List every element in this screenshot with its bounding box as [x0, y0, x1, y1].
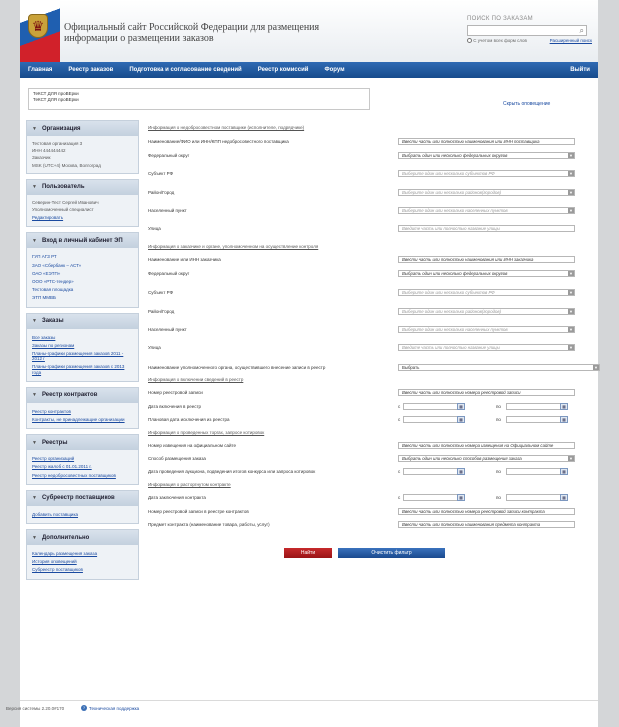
- form-row: [148, 345, 588, 353]
- customer-district-select[interactable]: [398, 308, 575, 315]
- field-label: Субъект РФ: [148, 290, 173, 295]
- clear-filter-button[interactable]: Очистить фильтр: [338, 548, 445, 558]
- to-label: по: [496, 404, 501, 409]
- calendar-icon[interactable]: ▦: [560, 494, 568, 501]
- form-row: [148, 271, 588, 279]
- org-role: Заказчик: [32, 155, 51, 161]
- field-label: Населенный пункт: [148, 208, 187, 213]
- chevron-down-icon[interactable]: ▼: [569, 208, 573, 213]
- orders-link[interactable]: Планы-графики размещения заказов с 2013 года: [32, 364, 125, 375]
- form-row: [148, 139, 588, 147]
- form-row: [148, 417, 588, 425]
- sidebar-organization: [26, 120, 139, 174]
- sidebar-header[interactable]: [27, 530, 138, 545]
- sidebar-subregistry: [26, 490, 139, 524]
- search-icon[interactable]: ⌕: [579, 26, 584, 35]
- field-label: Федеральный округ: [148, 271, 190, 276]
- calendar-icon[interactable]: ▦: [560, 403, 568, 410]
- logout-button[interactable]: Выйти: [570, 67, 590, 73]
- registers-link[interactable]: Реестр организаций: [32, 456, 75, 462]
- form-row: [148, 290, 588, 298]
- to-label: по: [496, 469, 501, 474]
- customer-locality-select[interactable]: [398, 326, 575, 333]
- federal-district-select[interactable]: [398, 152, 575, 159]
- chevron-down-icon[interactable]: ▼: [569, 271, 573, 276]
- notice-number-input[interactable]: Ввести часть или полностью номера извещения на Официальном сайте: [398, 442, 575, 449]
- field-label: Субъект РФ: [148, 171, 173, 176]
- notice-line: ТеКСТ ДЛЯ проВЕрки: [33, 97, 79, 102]
- nav-home[interactable]: Главная: [28, 67, 53, 73]
- inclusion-date-to-input[interactable]: [506, 403, 566, 410]
- chevron-down-icon: ▼: [32, 237, 37, 244]
- field-label: Район/Город: [148, 309, 175, 314]
- customer-input[interactable]: Ввести часть или полностью наименования или ИНН заказчика: [398, 256, 575, 263]
- org-name: Тестовая организация 3: [32, 141, 83, 146]
- search-options: [467, 38, 592, 43]
- street-input[interactable]: Введите часть или полностью название улицы: [398, 225, 575, 232]
- calendar-icon[interactable]: ▦: [457, 494, 465, 501]
- nav-forum[interactable]: Форум: [324, 67, 345, 73]
- sidebar-header[interactable]: [27, 435, 138, 450]
- all-word-forms-checkbox[interactable]: [467, 38, 472, 43]
- field-label: Район/Город: [148, 190, 175, 195]
- contract-registry-input[interactable]: Ввести часть или полностью номера реестровой записи контракта: [398, 508, 575, 515]
- registry-number-input[interactable]: Ввести часть или полностью номера реестровой записи: [398, 389, 575, 396]
- inclusion-date-from-input[interactable]: [403, 403, 463, 410]
- form-row: [148, 327, 588, 335]
- calendar-icon[interactable]: ▦: [457, 468, 465, 475]
- auction-date-from-input[interactable]: [403, 468, 463, 475]
- registers-link[interactable]: Реестр жалоб с 01.01.2011 г.: [32, 464, 92, 470]
- form-row: [148, 171, 588, 179]
- chevron-down-icon: ▼: [32, 318, 37, 325]
- chevron-down-icon[interactable]: ▼: [569, 290, 573, 295]
- chevron-down-icon: ▼: [32, 184, 37, 191]
- sidebar-title: Реестры: [41, 439, 68, 446]
- field-label: Номер извещения на официальном сайте: [148, 443, 236, 448]
- edit-user-link[interactable]: Редактировать: [32, 215, 64, 221]
- sidebar-cabinet: [26, 232, 139, 307]
- sidebar-user: [26, 179, 139, 228]
- sidebar: [26, 120, 139, 585]
- form-row: [148, 469, 588, 477]
- from-label: с: [398, 404, 401, 409]
- field-label: Наименование или ИНН заказчика: [148, 257, 221, 262]
- search-input[interactable]: [467, 25, 587, 36]
- form-row: [148, 257, 588, 265]
- field-label: Способ размещения заказа: [148, 456, 206, 461]
- chevron-down-icon: ▼: [32, 534, 37, 541]
- sidebar-title: Субреестр поставщиков: [41, 495, 115, 502]
- from-label: с: [398, 417, 401, 422]
- chevron-down-icon[interactable]: ▼: [569, 327, 573, 332]
- advanced-search-link[interactable]: Расширенный поиск: [549, 38, 592, 43]
- form-row: [148, 190, 588, 198]
- cabinet-link[interactable]: ЭТП ММВБ: [32, 295, 56, 301]
- field-label: Улица: [148, 226, 161, 231]
- field-label: Федеральный округ: [148, 153, 190, 158]
- contract-date-to-input[interactable]: [506, 494, 566, 501]
- field-label: Населенный пункт: [148, 327, 187, 332]
- nav-preparation[interactable]: Подготовка и согласование сведений: [129, 67, 242, 73]
- sidebar-registers: [26, 434, 139, 485]
- support-link[interactable]: Техническая поддержка: [89, 706, 140, 711]
- org-inn: ИНН 444444442: [32, 148, 66, 154]
- auction-date-to-input[interactable]: [506, 468, 566, 475]
- select-value: Выберите один или несколько населенных пунктов: [402, 327, 508, 332]
- org-timezone: MSK (UTC+4) Москва, Волгоград: [32, 162, 101, 168]
- field-label: Наименование/ФИО или ИНН/КПП недобросовестного поставщика: [148, 139, 289, 144]
- site-title: Официальный сайт Российской Федерации для размещения информации о размещении заказов: [64, 22, 320, 44]
- calendar-icon[interactable]: ▦: [560, 416, 568, 423]
- select-value: Введите часть или полностью название улицы: [402, 345, 500, 350]
- sidebar-extra: [26, 529, 139, 580]
- chevron-down-icon[interactable]: ▼: [569, 190, 573, 195]
- user-role: Уполномоченный специалист: [32, 207, 94, 213]
- form-row: [148, 309, 588, 317]
- field-label: Предмет контракта (наименование товара, работы, услуг): [148, 522, 270, 527]
- section-title: Информация о проведенных торгах, запросе котировок: [148, 430, 265, 435]
- select-value: Выберите один или несколько населенных пунктов: [402, 208, 508, 213]
- chevron-down-icon[interactable]: ▼: [569, 309, 573, 314]
- extra-link[interactable]: Субреестр поставщиков: [32, 567, 83, 573]
- supplier-name-input[interactable]: Ввести часть или полностью наименования или ИНН поставщика: [398, 138, 575, 145]
- hide-notice-link[interactable]: Скрыть оповещение: [503, 101, 551, 107]
- contracts-link[interactable]: Контракты, не принадлежащие организации: [32, 417, 125, 423]
- help-icon[interactable]: ?: [82, 705, 86, 710]
- sidebar-title: Заказы: [41, 318, 64, 325]
- main-nav: [20, 62, 598, 78]
- page: [6, 0, 598, 727]
- chevron-down-icon: ▼: [32, 392, 37, 399]
- select-value: Выберите один или несколько районов(городов): [402, 309, 502, 314]
- sidebar-title: Организация: [41, 125, 81, 132]
- field-label: Дата включения в реестр: [148, 404, 202, 409]
- cabinet-link[interactable]: ОАО «ЕЭТП»: [32, 270, 61, 276]
- select-value: Выберите один или несколько субъектов РФ: [402, 290, 495, 295]
- form-row: [148, 390, 588, 398]
- field-label: Наименование уполномоченного органа, осуществившего внесение записи в реестр: [148, 365, 326, 370]
- select-value: Выбрать один или несколько федеральных округов: [402, 271, 508, 276]
- form-row: [148, 208, 588, 216]
- placement-method-select[interactable]: [398, 455, 575, 462]
- notice-box: [28, 88, 370, 110]
- to-label: по: [496, 495, 501, 500]
- locality-select[interactable]: [398, 207, 575, 214]
- field-label: Номер реестровой записи: [148, 390, 203, 395]
- sidebar-header[interactable]: [27, 233, 138, 248]
- chevron-down-icon[interactable]: ▼: [569, 456, 573, 461]
- form-row: [148, 443, 588, 451]
- orders-link[interactable]: Планы-графики размещения заказов 2011 - 2012 г: [32, 351, 124, 362]
- system-version: Версия системы 2.20.0#170: [6, 706, 65, 711]
- contract-subject-input[interactable]: Ввести часть или полностью наименования предмета контракта: [398, 521, 575, 528]
- cabinet-link[interactable]: ГУП АГЗ РТ: [32, 254, 57, 260]
- sidebar-title: Пользователь: [41, 184, 85, 191]
- orders-link[interactable]: Заказы по регионам: [32, 342, 75, 348]
- contracts-link[interactable]: Реестр контрактов: [32, 408, 71, 414]
- select-value: Выбрать один или несколько федеральных округов: [402, 153, 508, 158]
- cabinet-link[interactable]: Тестовая площадка: [32, 287, 74, 293]
- sidebar-contracts: [26, 387, 139, 429]
- nav-orders-registry[interactable]: Реестр заказов: [68, 67, 114, 73]
- chevron-down-icon: ▼: [32, 439, 37, 446]
- field-label: Дата заключения контракта: [148, 495, 206, 500]
- chevron-down-icon: ▼: [32, 495, 37, 502]
- from-label: с: [398, 469, 401, 474]
- search-title: ПОИСК ПО ЗАКАЗАМ: [467, 16, 533, 22]
- coat-of-arms-icon: ♛: [28, 14, 48, 38]
- sidebar-title: Дополнительно: [41, 534, 90, 541]
- calendar-icon[interactable]: ▦: [457, 403, 465, 410]
- select-value: Выберите один или несколько районов(городов): [402, 190, 502, 195]
- sidebar-header[interactable]: [27, 314, 138, 329]
- registers-link[interactable]: Реестр недобросовестных поставщиков: [32, 472, 116, 478]
- find-button[interactable]: Найти: [284, 548, 332, 558]
- add-supplier-link[interactable]: Добавить поставщика: [32, 511, 79, 517]
- extra-link[interactable]: История оповещений: [32, 559, 77, 565]
- sidebar-header[interactable]: [27, 180, 138, 195]
- section-title: Информация о включении сведений в реестр: [148, 377, 244, 382]
- form-row: [148, 365, 598, 373]
- chevron-down-icon: ▼: [32, 125, 37, 132]
- chevron-down-icon[interactable]: ▼: [594, 365, 598, 370]
- customer-region-select[interactable]: [398, 289, 575, 296]
- form-row: [148, 522, 588, 530]
- footer: [20, 700, 598, 727]
- section-title: Информация о недобросовестном поставщике (исполнителе, подрядчике): [148, 125, 305, 130]
- chevron-down-icon[interactable]: ▼: [569, 345, 573, 350]
- calendar-icon[interactable]: ▦: [560, 468, 568, 475]
- cabinet-link[interactable]: ЗАО «Сбербанк – АСТ»: [32, 262, 82, 268]
- form-row: [148, 495, 588, 503]
- chevron-down-icon[interactable]: ▼: [569, 153, 573, 158]
- field-label: Улица: [148, 345, 161, 350]
- exclusion-date-from-input[interactable]: [403, 416, 463, 423]
- form-row: [148, 226, 588, 234]
- cabinet-link[interactable]: ООО «РТС-тендер»: [32, 279, 74, 285]
- exclusion-date-to-input[interactable]: [506, 416, 566, 423]
- section-title: Информация о расторгнутом контракте: [148, 482, 231, 487]
- field-label: Номер реестровой записи в реестре контрактов: [148, 509, 249, 514]
- sidebar-title: Вход в личный кабинет ЭП: [41, 237, 123, 244]
- sidebar-header[interactable]: [27, 491, 138, 506]
- calendar-icon[interactable]: ▦: [457, 416, 465, 423]
- sidebar-orders: [26, 313, 139, 382]
- all-word-forms-label: С учетом всех форм слов: [473, 38, 527, 43]
- select-value: Выберите один или несколько субъектов РФ: [402, 171, 495, 176]
- sidebar-header[interactable]: [27, 388, 138, 403]
- field-label: Дата проведения аукциона, подведения итогов конкурса или запроса котировок: [148, 469, 316, 474]
- contract-date-from-input[interactable]: [403, 494, 463, 501]
- orders-link[interactable]: Все заказы: [32, 334, 56, 340]
- notice-line: ТеКСТ ДЛЯ проВЕрки: [33, 91, 79, 96]
- section-title: Информация о заказчике и органе, уполномоченном на осуществление контроля: [148, 244, 319, 249]
- customer-street-select[interactable]: [398, 344, 575, 351]
- chevron-down-icon[interactable]: ▼: [569, 171, 573, 176]
- select-value: Выбрать один или несколько способов размещения заказа: [402, 456, 522, 461]
- sidebar-header[interactable]: [27, 121, 138, 136]
- district-select[interactable]: [398, 189, 575, 196]
- site-header: [20, 0, 598, 62]
- sidebar-title: Реестр контрактов: [41, 392, 98, 399]
- extra-link[interactable]: Календарь размещения заказа: [32, 551, 98, 557]
- authority-select[interactable]: [398, 364, 600, 371]
- customer-federal-district-select[interactable]: [398, 270, 575, 277]
- to-label: по: [496, 417, 501, 422]
- field-label: Плановая дата исключения из реестра: [148, 417, 230, 422]
- region-select[interactable]: [398, 170, 575, 177]
- user-name: Северин-Тест Сергей Иванович: [32, 199, 99, 205]
- form-row: [148, 509, 588, 517]
- form-row: [148, 153, 588, 161]
- form-row: [148, 404, 588, 412]
- select-value: Выбрать: [402, 365, 420, 370]
- from-label: с: [398, 495, 401, 500]
- nav-commissions[interactable]: Реестр комиссий: [257, 67, 309, 73]
- form-row: [148, 456, 588, 464]
